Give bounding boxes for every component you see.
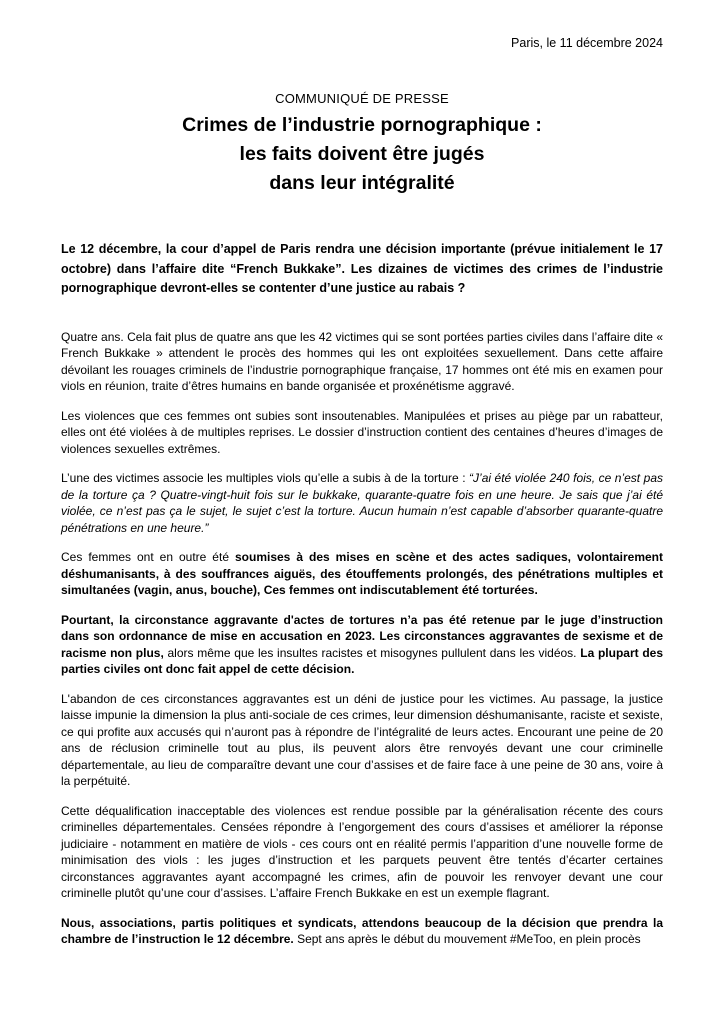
body-paragraphs [61, 329, 663, 948]
body-paragraph [61, 691, 663, 790]
lead-paragraph: Le 12 décembre, la cour d’appel de Paris rendra une décision importante (prévue initialement le 17 octobre) dans l’affaire dite “French Bukkake”. Les dizaines de victimes des crimes de l’industrie pornographique devront-elles se contenter d’une justice au rabais ? [61, 242, 663, 295]
paragraph-segment: Nous, associations, partis politiques et syndicats, attendons beaucoup de la décision que prendra la chambre de l’instruction le 12 décembre. [61, 915, 663, 946]
dateline: Paris, le 11 décembre 2024 [511, 36, 663, 50]
paragraph-segment: La plupart des parties civiles ont donc fait appel de cette décision. [61, 645, 664, 676]
title-line-3: dans leur intégralité [269, 172, 455, 194]
body-paragraph [61, 549, 663, 599]
kicker-communique-de-presse: COMMUNIQUÉ DE PRESSE [275, 91, 449, 106]
body-paragraph [61, 408, 663, 458]
paragraph-segment: Cette déqualification inacceptable des violences est rendue possible par la généralisation récente des cours criminelles départementales. Censées répondre à l’engorgement des cours d’assises et améliorer la réponse judiciaire - notamment en matière de viols - ces cours ont en réalité permis l’apparition d’une nouvelle forme de minimisation des viols : les juges d’instruction et les parquets peuvent être tentés d’écarter certaines circonstances aggravantes ayant accompagné les crimes, afin de pouvoir les renvoyer devant une cour criminelle plutôt qu’une cour d’assises. L’affaire French Bukkake en est un exemple flagrant. [61, 803, 663, 900]
paragraph-segment: Sept ans après le début du mouvement #MeToo, en plein procès [293, 932, 641, 946]
body-paragraph [61, 329, 663, 395]
body-paragraph [61, 612, 663, 678]
paragraph-segment: Pourtant, la circonstance aggravante d'actes de tortures n’a pas été retenue par le juge d’instruction dans son ordonnance de mise en accusation en 2023. Les circonstances aggravantes de sexisme et de racisme non plus, [61, 612, 663, 660]
paragraph-segment: soumises à des mises en scène et des actes sadiques, volontairement déshumanisants, à des souffrances aiguës, des étouffements prolongés, des pénétrations multiples et simultanées (vagin, anus, bouche), Ces femmes ont indiscutablement été torturées. [61, 550, 663, 597]
paragraph-segment: alors même que les insultes racistes et misogynes pullulent dans les vidéos. [163, 645, 581, 660]
paragraph-segment: Les violences que ces femmes ont subies sont insoutenables. Manipulées et prises au piège par un rabatteur, elles ont été violées à de multiples reprises. Le dossier d’instruction contient des centaines d’heures d’images de violences sexuelles extrêmes. [61, 408, 663, 456]
document-title [61, 111, 663, 198]
body-paragraph [61, 470, 663, 536]
paragraph-segment: Ces femmes ont en outre été [61, 550, 235, 564]
title-line-1: Crimes de l’industrie pornographique : [182, 114, 542, 136]
title-line-2: les faits doivent être jugés [239, 143, 485, 165]
paragraph-segment: L'abandon de ces circonstances aggravantes est un déni de justice pour les victimes. Au passage, la justice laisse impunie la dimension la plus anti-sociale de ces crimes, leur dimension déshumanisante, raciste et sexiste, ce qui profite aux accusés qui n’auront pas à répondre de l’intégralité de leurs actes. Encourant une peine de 20 ans de réclusion criminelle tout au plus, ils peuvent alors être renvoyés devant une cour criminelle départementale, au lieu de comparaître devant une cour d’assises et de faire face à une peine de 30 ans, voire à la perpétuité. [61, 691, 663, 788]
body-paragraph [61, 915, 663, 948]
paragraph-segment: L’une des victimes associe les multiples viols qu’elle a subis à de la torture : [61, 471, 470, 485]
paragraph-segment: Quatre ans. Cela fait plus de quatre ans que les 42 victimes qui se sont portées parties civiles dans l’affaire dite « French Bukkake » attendent le procès des hommes qui les ont exploitées sexuellement. Dans cette affaire dévoilant les rouages criminels de l’industrie pornographique française, 17 hommes ont été mis en examen pour viols en réunion, traite d’êtres humains en bande organisée et proxénétisme aggravé. [61, 329, 663, 393]
paragraph-segment: “J’ai été violée 240 fois, ce n’est pas de la torture ça ? Quatre-vingt-huit fois sur le bukkake, quarante-quatre fois en une heure. Je sais que j’ai été violée, ce n’est pas ça le sujet, le sujet c’est la torture. Aucun humain n’est capable d’absorber quarante-quatre pénétrations en une heure.” [61, 471, 663, 535]
body-paragraph [61, 803, 663, 902]
